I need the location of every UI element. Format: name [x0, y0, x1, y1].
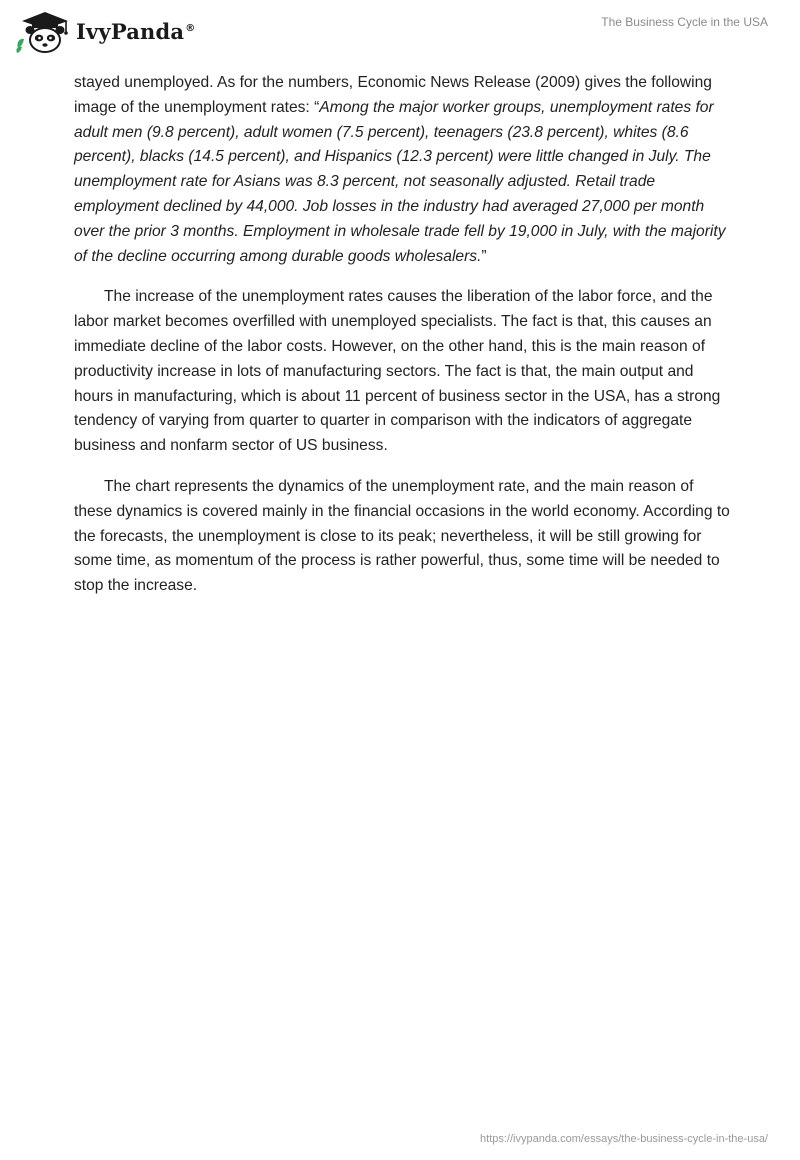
registered-mark: ®	[185, 22, 196, 34]
closing-quote: ”	[481, 247, 487, 265]
brand-name: IvyPanda®	[76, 18, 196, 44]
document-title: The Business Cycle in the USA	[601, 15, 768, 29]
paragraph-lead: stayed unemployed. As for the numbers, Economic News Release (2009) gives the following image of the unemployment rates: “	[74, 74, 712, 116]
paragraph-labor-market: The increase of the unemployment rates causes the liberation of the labor force, and the labor market becomes overfilled with unemployed specialists. The fact is that, this causes an immediate decline of the labor costs. However, on the other hand, this is the main reason of productivity increase in lots of manufacturing sectors. The fact is that, the main output and hours in manufacturing, which is about 11 percent of business sector in the USA, has a strong tendency of varying from quarter to quarter in comparison with the indicators of aggregate business and nonfarm sector of US business.	[74, 288, 721, 455]
page-header	[0, 0, 800, 60]
quoted-text: Among the major worker groups, unemployment rates for adult men (9.8 percent), adult women (7.5 percent), teenagers (23.8 percent), whites (8.6 percent), blacks (14.5 percent), and Hispanics (12.3 percent) were little changed in July. The unemployment rate for Asians was 8.3 percent, not seasonally adjusted. Retail trade employment declined by 44,000. Job losses in the industry had averaged 27,000 per month over the prior 3 months. Employment in wholesale trade fell by 19,000 in July, with the majority of the decline occurring among durable goods wholesalers.	[74, 98, 726, 265]
paragraph-quote	[74, 71, 734, 269]
panda-graduation-cap-icon	[14, 8, 76, 54]
brand-logo[interactable]	[14, 8, 195, 54]
source-url[interactable]: https://ivypanda.com/essays/the-business-cycle-in-the-usa/	[480, 1133, 768, 1145]
essay-body	[74, 71, 734, 615]
paragraph-chart-dynamics: The chart represents the dynamics of the unemployment rate, and the main reason of these dynamics is covered mainly in the financial occasions in the world economy. According to the forecasts, the unemployment is close to its peak; nevertheless, it will be still growing for some time, as momentum of the process is rather powerful, thus, some time will be needed to stop the increase.	[74, 477, 730, 595]
